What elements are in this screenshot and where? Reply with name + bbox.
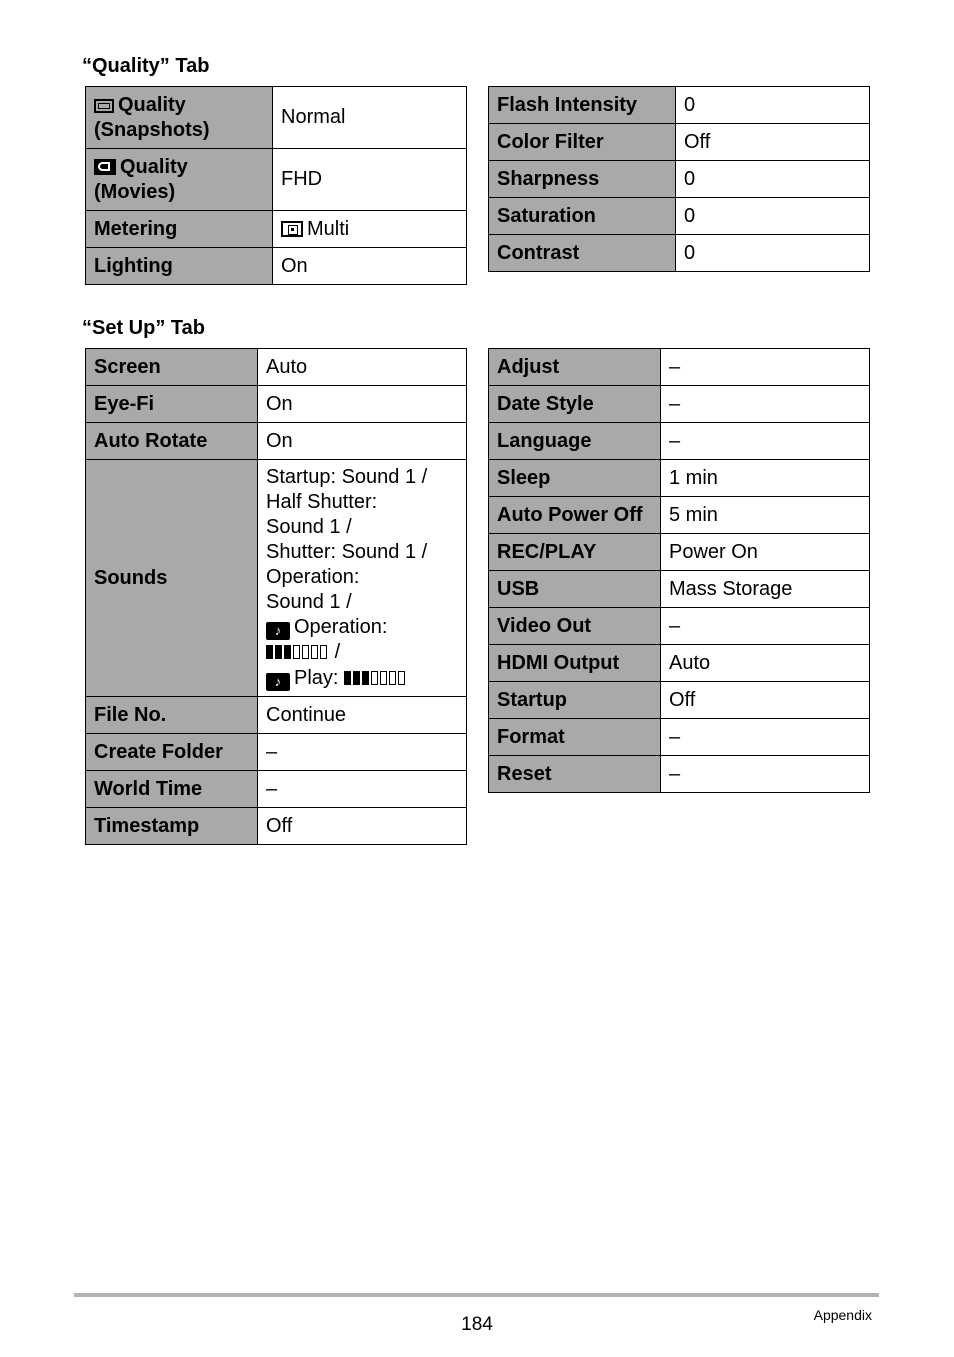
table-row <box>489 756 870 793</box>
setting-key: Video Out <box>489 608 661 645</box>
setting-value: On <box>258 386 467 423</box>
sounds-line: Half Shutter: <box>266 490 378 513</box>
setting-key: REC/PLAY <box>489 534 661 571</box>
quality-tab-heading: “Quality” Tab <box>82 55 210 77</box>
setting-value: – <box>661 756 870 793</box>
setting-key: HDMI Output <box>489 645 661 682</box>
volume-bar <box>362 671 369 685</box>
setting-value: – <box>258 771 467 808</box>
volume-bar <box>311 645 318 659</box>
table-row <box>86 386 467 423</box>
setting-value: – <box>661 608 870 645</box>
table-row <box>489 386 870 423</box>
section-label: Appendix <box>813 1307 872 1323</box>
table-row <box>489 645 870 682</box>
setting-key: World Time <box>86 771 258 808</box>
setting-key: Quality (Movies) <box>86 149 273 211</box>
setting-value: – <box>661 719 870 756</box>
volume-bar <box>284 645 291 659</box>
setting-key: Startup <box>489 682 661 719</box>
movie-camera-icon <box>94 159 116 175</box>
table-row <box>489 161 870 198</box>
setting-value: Off <box>661 682 870 719</box>
table-row <box>489 497 870 534</box>
table-row <box>86 734 467 771</box>
setting-key: Screen <box>86 349 258 386</box>
table-row <box>86 87 467 149</box>
table-row <box>489 534 870 571</box>
table-row <box>489 235 870 272</box>
setting-key: Adjust <box>489 349 661 386</box>
sounds-line: Operation: <box>266 565 360 588</box>
volume-bar <box>398 671 405 685</box>
table-row <box>489 87 870 124</box>
sounds-line: Shutter: Sound 1 / <box>266 540 428 563</box>
volume-bar <box>353 671 360 685</box>
setting-key: Auto Rotate <box>86 423 258 460</box>
setting-key: Contrast <box>489 235 676 272</box>
setting-key: Lighting <box>86 248 273 285</box>
setup-settings-table-left <box>85 348 467 845</box>
setting-key: Format <box>489 719 661 756</box>
volume-bar <box>344 671 351 685</box>
volume-bar <box>320 645 327 659</box>
volume-bar <box>266 645 273 659</box>
speaker-icon: ♪ <box>266 673 290 691</box>
quality-settings-table-left <box>85 86 467 285</box>
setting-value: FHD <box>273 149 467 211</box>
setting-value: Off <box>258 808 467 845</box>
table-row <box>489 460 870 497</box>
setting-value: – <box>661 423 870 460</box>
table-row <box>489 682 870 719</box>
volume-bar <box>302 645 309 659</box>
setting-value: On <box>273 248 467 285</box>
setting-value: Auto <box>661 645 870 682</box>
setting-value: – <box>258 734 467 771</box>
setting-value: 0 <box>676 161 870 198</box>
sounds-value <box>258 460 467 697</box>
table-row <box>489 349 870 386</box>
volume-bar <box>389 671 396 685</box>
table-row <box>86 460 467 697</box>
volume-bar <box>275 645 282 659</box>
setup-tab-heading: “Set Up” Tab <box>82 317 205 339</box>
table-row <box>489 423 870 460</box>
setting-key: Saturation <box>489 198 676 235</box>
sounds-line: / <box>266 640 458 666</box>
setting-value: Auto <box>258 349 467 386</box>
setting-key: Quality (Snapshots) <box>86 87 273 149</box>
sounds-line: ♪ Operation: <box>266 615 458 640</box>
quality-settings-table-right <box>488 86 870 272</box>
setting-value: Power On <box>661 534 870 571</box>
sounds-line: ♪ Play: <box>266 666 458 692</box>
setting-value: – <box>661 349 870 386</box>
table-row <box>489 608 870 645</box>
volume-bar <box>371 671 378 685</box>
setting-value: – <box>661 386 870 423</box>
setting-value: On <box>258 423 467 460</box>
setting-value: 0 <box>676 87 870 124</box>
page-number: 184 <box>461 1314 493 1335</box>
sounds-line: Sound 1 / <box>266 590 352 613</box>
table-row <box>86 423 467 460</box>
volume-bar <box>293 645 300 659</box>
setting-value: 0 <box>676 198 870 235</box>
setting-value: 0 <box>676 235 870 272</box>
setting-key: Sounds <box>86 460 258 697</box>
setup-settings-table-right <box>488 348 870 793</box>
setting-key: Create Folder <box>86 734 258 771</box>
setting-key: File No. <box>86 697 258 734</box>
setting-key: Reset <box>489 756 661 793</box>
volume-bar <box>380 671 387 685</box>
table-row <box>86 771 467 808</box>
footer-rule <box>74 1293 879 1297</box>
setting-key: Sleep <box>489 460 661 497</box>
setting-key: USB <box>489 571 661 608</box>
setting-value: Normal <box>273 87 467 149</box>
table-row <box>86 248 467 285</box>
setting-value: Mass Storage <box>661 571 870 608</box>
setting-value: Continue <box>258 697 467 734</box>
table-row <box>489 719 870 756</box>
setting-value: 1 min <box>661 460 870 497</box>
setting-key: Flash Intensity <box>489 87 676 124</box>
table-row <box>489 198 870 235</box>
setting-value: Multi <box>273 211 467 248</box>
table-row <box>86 808 467 845</box>
table-row <box>489 124 870 161</box>
table-row <box>86 349 467 386</box>
setting-key: Sharpness <box>489 161 676 198</box>
setting-key: Eye-Fi <box>86 386 258 423</box>
table-row <box>489 571 870 608</box>
setting-value: 5 min <box>661 497 870 534</box>
setting-key: Color Filter <box>489 124 676 161</box>
setting-key: Date Style <box>489 386 661 423</box>
setting-key: Timestamp <box>86 808 258 845</box>
table-row <box>86 149 467 211</box>
table-row <box>86 697 467 734</box>
multi-metering-icon <box>281 221 303 237</box>
volume-level-bars <box>266 641 329 666</box>
snapshot-frame-icon <box>94 99 114 113</box>
sounds-line: Startup: Sound 1 / <box>266 465 428 488</box>
volume-level-bars <box>344 667 407 692</box>
table-row <box>86 211 467 248</box>
setting-key: Metering <box>86 211 273 248</box>
setting-value: Off <box>676 124 870 161</box>
setting-key: Language <box>489 423 661 460</box>
sounds-line: Sound 1 / <box>266 515 352 538</box>
speaker-icon: ♪ <box>266 622 290 640</box>
setting-key: Auto Power Off <box>489 497 661 534</box>
